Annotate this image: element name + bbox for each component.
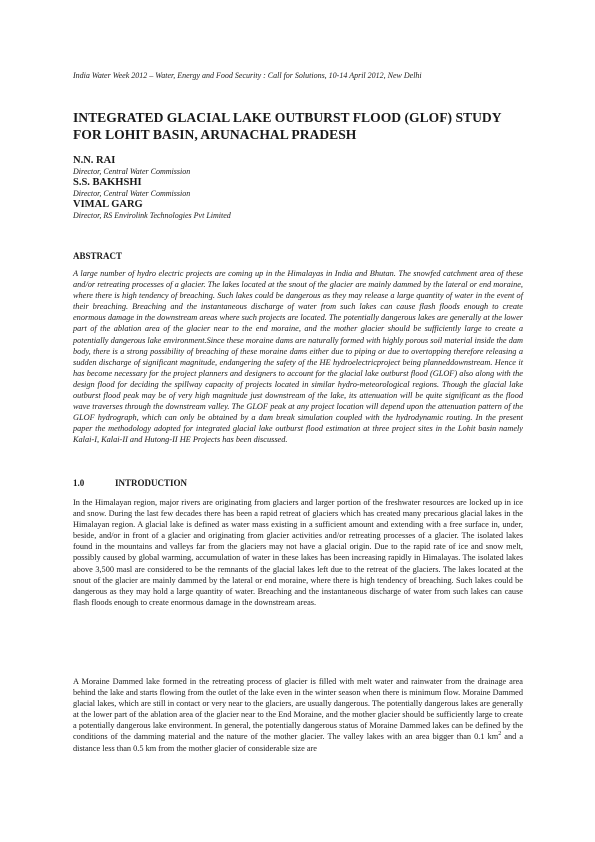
author-name: N.N. RAI: [73, 155, 116, 166]
author-2: [73, 177, 533, 199]
section-number: 1.0: [73, 478, 85, 488]
author-1: [73, 155, 533, 177]
author-3: [73, 199, 533, 221]
intro-paragraph-2: [73, 676, 523, 754]
paper-title: INTEGRATED GLACIAL LAKE OUTBURST FLOOD (GLOF) STUDY FOR LOHIT BASIN, ARUNACHAL PRADESH: [73, 110, 502, 142]
paragraph-text: A Moraine Dammed lake formed in the retreating process of glacier is filled with melt water and rainwater from the drainage area behind the lake and starts flowing from the outlet of the lake even in the winter season when there is minimum flow. Moraine Dammed glacial lakes, which are still in contact or very near to the glaciers, are usually dangerous. The potentially dangerous lakes are generally at the lower part of the ablation area of the glacier near to the End Moraine, and the mother glacier should be sufficiently large to create a potentially dangerous lake environment. In general, the potentially dangerous status of Moraine Dammed lakes can be defined by the conditions of the damming material and the nature of the mother glacier. The valley lakes with an area bigger than 0.1 km: [73, 677, 523, 742]
intro-paragraph-1: In the Himalayan region, major rivers are originating from glaciers and larger portion of the freshwater resources are locked up in ice and snow. During the last few decades there has been a rapid retreat of glaciers which has created many precarious glacial lakes in the Himalayan region. A glacial lake is defined as water mass existing in a sufficient amount and extending with a free surface in, under, beside, and/or in front of a glacier and originating from glacier activities and/or retreating processes of a glacier. The isolated lakes found in the mountains and valleys far from the glaciers may not have a glacial origin. Due to the rapid rate of ice and snow melt, possibly caused by global warming, accumulation of water in these lakes has been increasing rapidly in Himalayas. The isolated lakes above 3,500 masl are considered to be the remnants of the glacial lakes left due to the retreat of the glaciers. The lakes located at the snout of the glacier are mainly dammed by the lateral or end moraine, where there is high tendency of breaching. Such lakes could be dangerous as they may hold a large quantity of water. Breaching and the instantaneous discharge of water from such lakes can cause flash floods enough to create enormous damage in the downstream areas.: [73, 498, 523, 607]
author-name: VIMAL GARG: [73, 199, 143, 210]
author-affiliation: Director, RS Envirolink Technologies Pvt Limited: [73, 211, 231, 220]
author-affiliation: Director, Central Water Commission: [73, 189, 191, 198]
paragraph-text-continued: and a distance less than 0.5 km from the mother glacier of considerable size are: [73, 732, 523, 753]
section-heading: [73, 478, 533, 488]
running-header: India Water Week 2012 – Water, Energy and Food Security : Call for Solutions, 10-14 April 2012, New Delhi: [73, 71, 422, 80]
abstract-text: A large number of hydro electric projects are coming up in the Himalayas in India and Bhutan. The snowfed catchment area of these and/or retreating processes of a glacier. The lakes located at the snout of the glacier are mainly dammed by the lateral or end moraine, where there is high tendency of breaching. Such lakes could be dangerous as they may release a large quantity of water in the event of their breaching. Breaching and the instantaneous discharge of water from such lakes can cause flash floods enough to create enormous damage in the downstream areas where such projects are located. The potentially dangerous lakes are generally at the lower part of the ablation area of the glacier near to the end moraine, and the mother glacier should be sufficiently large to create a potentially dangerous lake environment.Since these moraine dams are naturally formed with highly porous soil material inside the dam body, there is a strong possibility of breaching of these moraine dams either due to piping or due to overtopping therefore releasing a sudden discharge of significant magnitude, endangering the safety of the HE hydroelectricproject being planneddownstream. Hence it has become necessary for the project planners and designers to account for the glacial lake outburst flood (GLOF) also along with the design flood for deciding the spillway capacity of projects located in similar hydro-meteorological regions. Though the glacial lake outburst flood peak may be of very high magnitude just downstream of the lake, its attenuation will be quite significant as the flood wave traverses through the downstream valley. The GLOF peak at any project location will depend upon the attenuation pattern of the GLOF hydrograph, which can only be obtained by a dam break simulation coupled with the hydrodynamic routing. In the present paper the methodology adopted for integrated glacial lake outburst flood estimation at three project sites in the Lohit basin namely Kalai-I, Kalai-II and Hutong-II HE Projects has been discussed.: [73, 269, 523, 445]
author-name: S.S. BAKHSHI: [73, 177, 142, 188]
author-block: [73, 155, 533, 221]
superscript: 2: [498, 731, 502, 738]
section-title: INTRODUCTION: [115, 478, 188, 488]
abstract-heading: ABSTRACT: [73, 251, 123, 261]
author-affiliation: Director, Central Water Commission: [73, 167, 191, 176]
